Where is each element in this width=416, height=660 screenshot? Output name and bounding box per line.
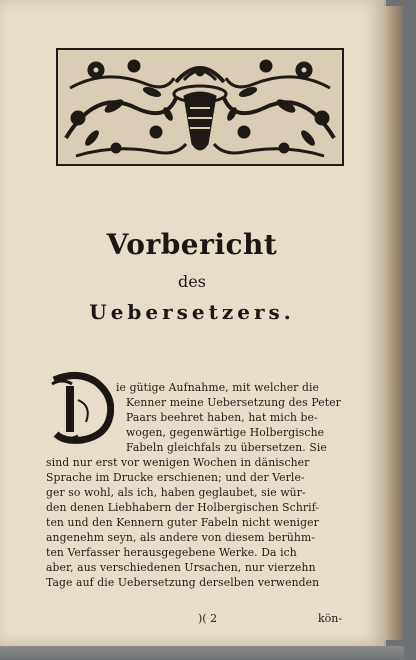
text-line: angenehm seyn, als andere von diesem berühm- (46, 531, 316, 544)
text-line: ie gütige Aufnahme, mit welcher die (116, 381, 320, 394)
text-line: ten und den Kennern guter Fabeln nicht weniger (46, 516, 319, 529)
text-line: sind nur erst vor wenigen Wochen in dänischer (46, 456, 310, 469)
signature-mark: )( 2 (198, 612, 218, 625)
text-line: wogen, gegenwärtige Holbergische (126, 426, 325, 439)
text-line: ten Verfasser herausgegebene Werke. Da ich (46, 546, 297, 559)
text-line: Fabeln gleichfals zu übersetzen. Sie (126, 441, 327, 454)
text-line: Tage auf die Uebersetzung derselben verwenden (46, 576, 320, 589)
text-line: Kenner meine Uebersetzung des Peter (126, 396, 341, 409)
page-title: Vorbericht (106, 228, 278, 261)
text-line: aber, aus verschiedenen Ursachen, nur vierzehn (46, 561, 316, 574)
text-line: Sprache im Drucke erschienen; und der Verle- (46, 471, 305, 484)
title-connector: des (178, 272, 206, 291)
page-edge (384, 6, 404, 640)
text-line: ger so wohl, als ich, haben geglaubet, sie wür- (46, 486, 306, 499)
background-shadow (0, 646, 404, 660)
page-subtitle: Uebersetzers. (89, 300, 295, 324)
text-line: Paars beehret haben, hat mich be- (126, 411, 318, 424)
text-line: den denen Liebhabern der Holbergischen Schrif- (46, 501, 320, 514)
decorative-initial-d-icon (48, 370, 114, 444)
floral-headpiece-ornament-icon (56, 48, 344, 166)
catchword: kön- (318, 612, 343, 625)
